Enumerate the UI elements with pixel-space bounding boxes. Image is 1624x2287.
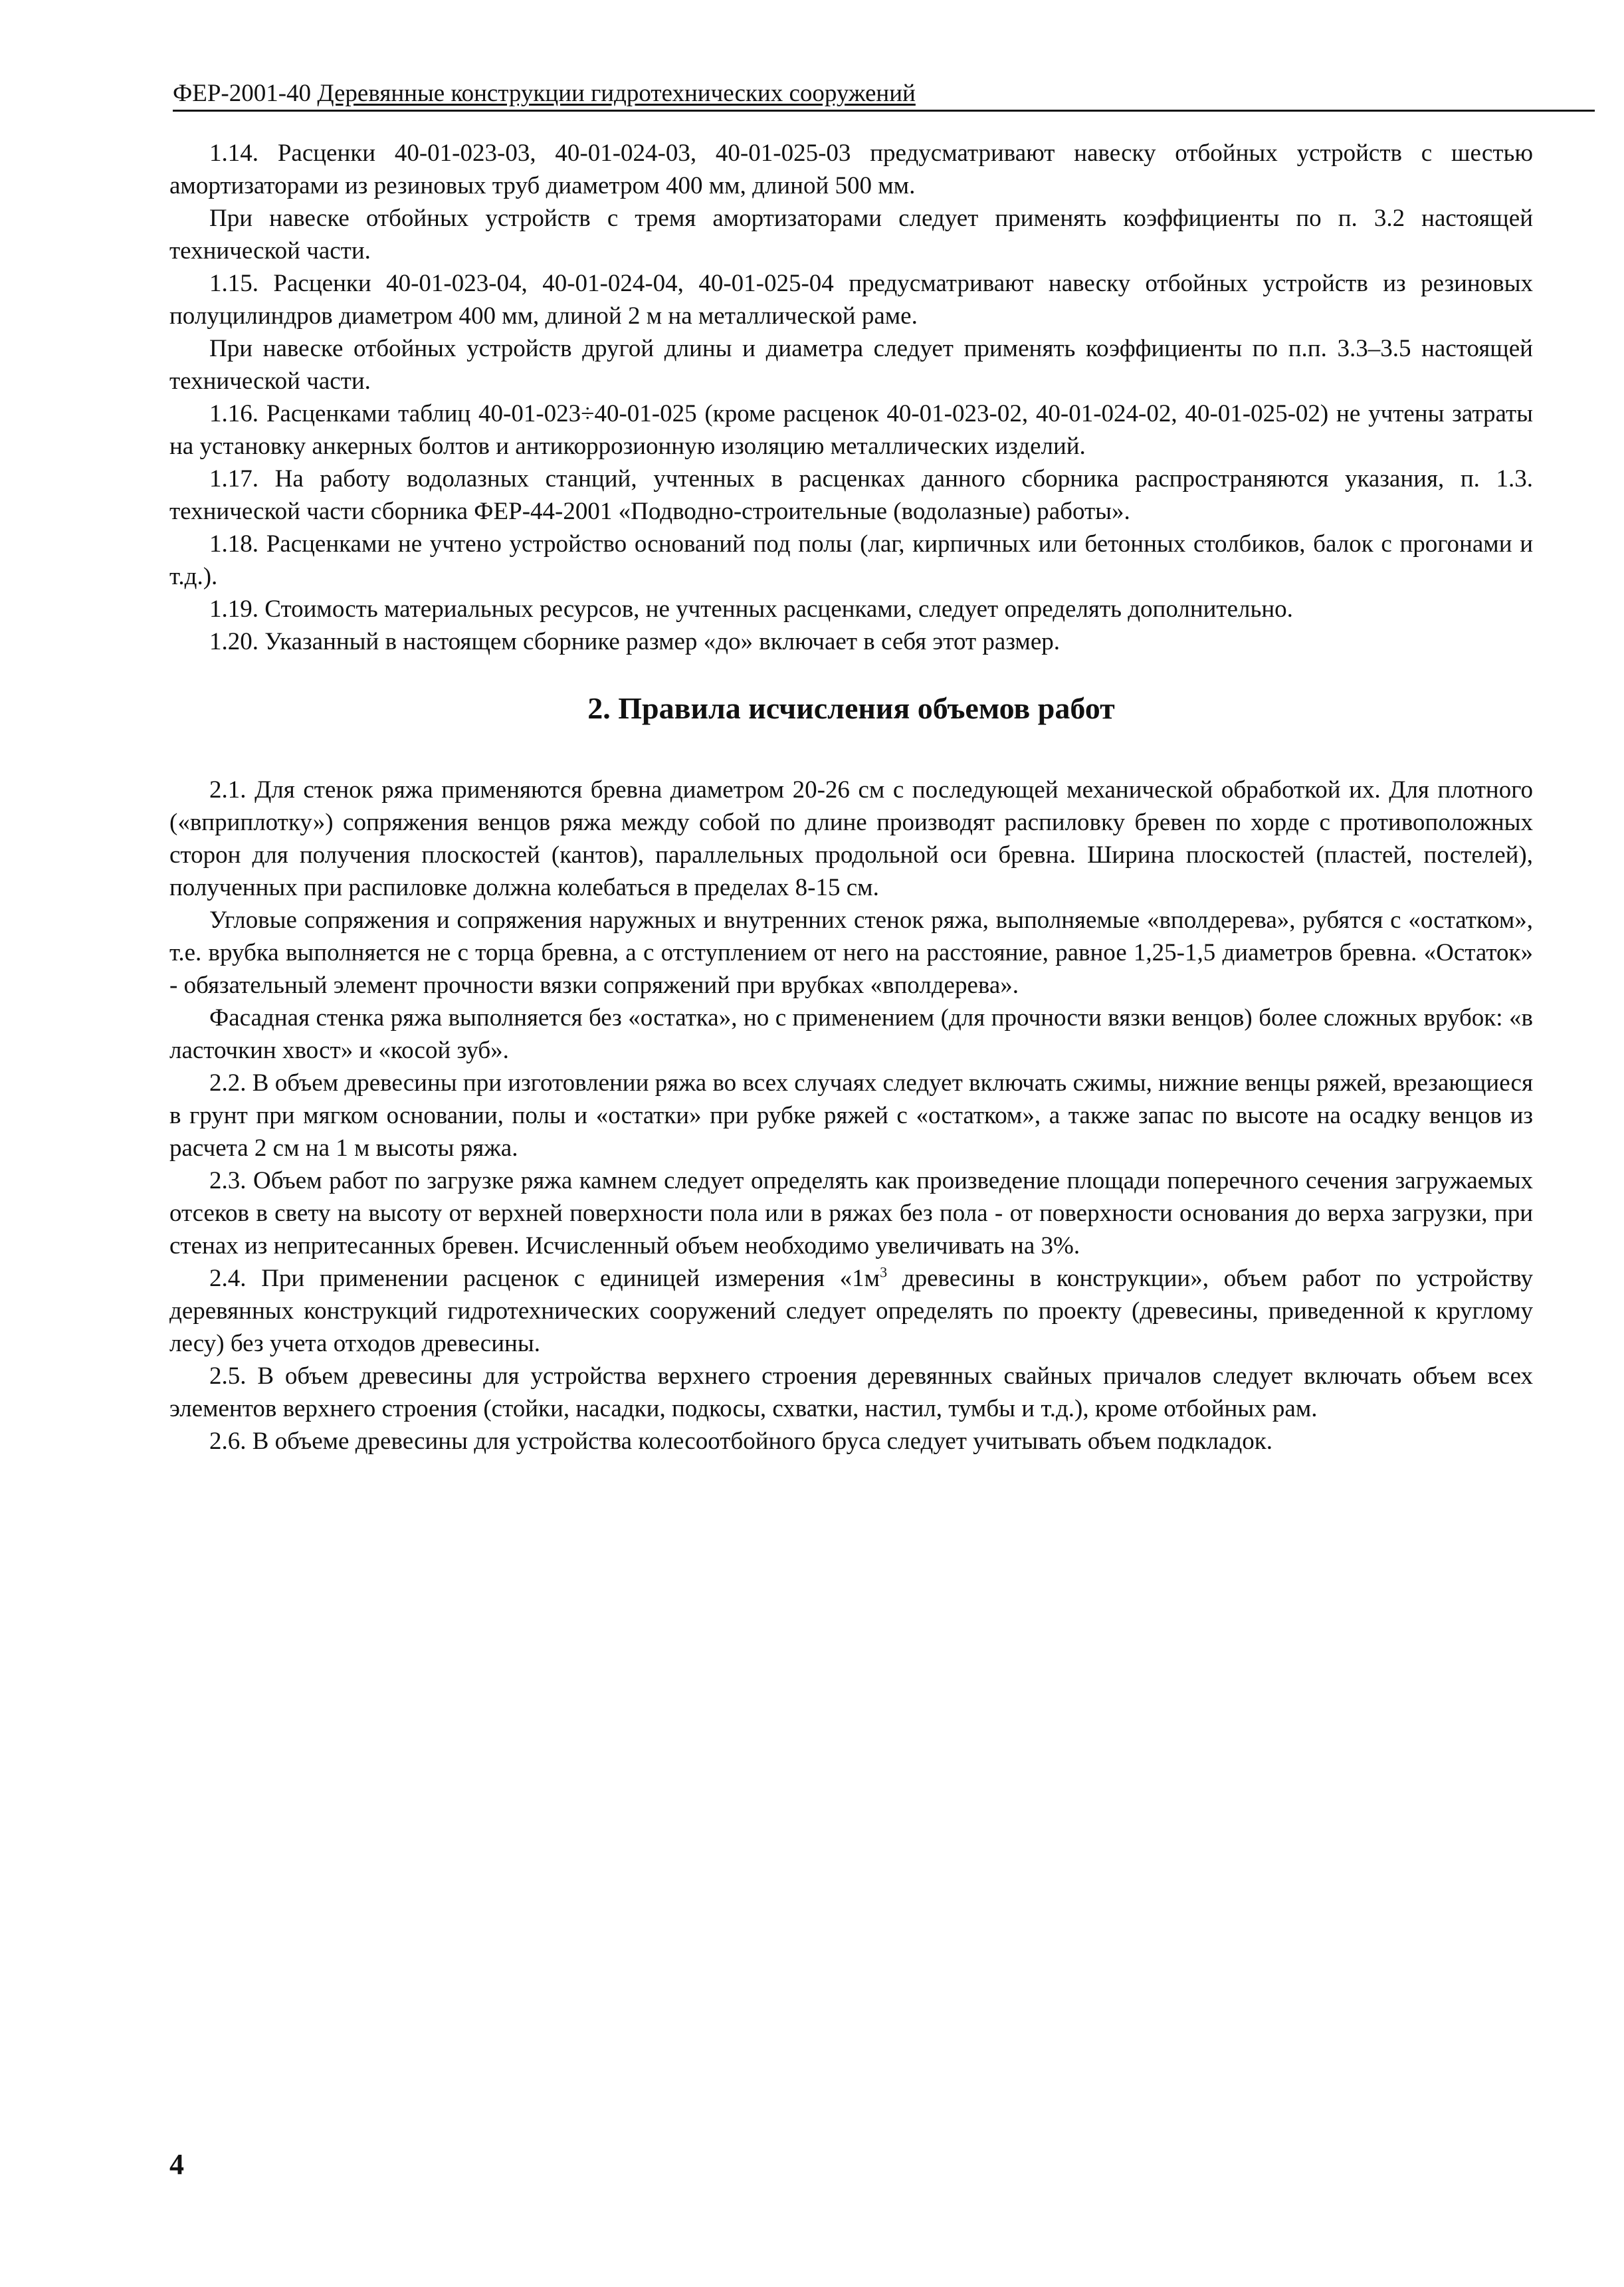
- paragraph-1-20: 1.20. Указанный в настоящем сборнике размер «до» включает в себя этот размер.: [209, 628, 1061, 655]
- running-header: [173, 78, 916, 109]
- paragraph-2-4: [169, 1262, 1533, 1360]
- header-rule: [173, 110, 1595, 112]
- paragraph-1-14: 1.14. Расценки 40-01-023-03, 40-01-024-03, 40-01-025-03 предусматривают навеску отбойных устройств с шестью амортизаторами из резиновых труб диаметром 400 мм, длиной 500 мм.: [169, 140, 1533, 199]
- section-2-body: [169, 774, 1533, 1458]
- page-body: [169, 137, 1533, 1458]
- paragraph-1-14-note: При навеске отбойных устройств с тремя амортизаторами следует применять коэффициенты по п. 3.2 настоящей технической части.: [169, 205, 1533, 265]
- paragraph-1-18: 1.18. Расценками не учтено устройство оснований под полы (лаг, кирпичных или бетонных столбиков, балок с прогонами и т.д.).: [169, 530, 1533, 590]
- paragraph-2-4-rest: древесины в конструкции», объем работ по устройству деревянных конструкций гидротехнических сооружений следует определять по проекту (древесины, приведенной к круглому лесу) без учета отходов древесины.: [169, 1265, 1533, 1357]
- cubic-superscript: 3: [880, 1263, 888, 1281]
- section-1-continuation: [169, 137, 1533, 658]
- paragraph-1-19: 1.19. Стоимость материальных ресурсов, не учтенных расценками, следует определять дополнительно.: [209, 596, 1293, 623]
- paragraph-2-1: 2.1. Для стенок ряжа применяются бревна диаметром 20-26 см с последующей механической обработкой их. Для плотного («вприплотку») сопряжения венцов ряжа между собой по длине производят распиловку бревен по хорде с противоположных сторон для получения плоскостей (кантов), параллельных продольной оси бревна. Ширина плоскостей (пластей, постелей), полученных при распиловке должна колебаться в пределах 8-15 см.: [169, 776, 1533, 901]
- paragraph-2-6: 2.6. В объеме древесины для устройства колесоотбойного бруса следует учитывать объем подкладок.: [209, 1428, 1272, 1455]
- paragraph-1-15: 1.15. Расценки 40-01-023-04, 40-01-024-04, 40-01-025-04 предусматривают навеску отбойных устройств из резиновых полуцилиндров диаметром 400 мм, длиной 2 м на металлической раме.: [169, 270, 1533, 330]
- paragraph-2-1-facade: Фасадная стенка ряжа выполняется без «остатка», но с применением (для прочности вязки венцов) более сложных врубок: «в ласточкин хвост» и «косой зуб».: [169, 1004, 1533, 1064]
- paragraph-2-4-start: 2.4. При применении расценок с единицей измерения «1м: [209, 1265, 880, 1292]
- paragraph-2-5: 2.5. В объем древесины для устройства верхнего строения деревянных свайных причалов следует включать объем всех элементов верхнего строения (стойки, насадки, подкосы, схватки, настил, тумбы и т.д.), кроме отбойных рам.: [169, 1362, 1533, 1422]
- header-title: Деревянные конструкции гидротехнических сооружений: [317, 80, 916, 107]
- paragraph-1-15-note: При навеске отбойных устройств другой длины и диаметра следует применять коэффициенты по п.п. 3.3–3.5 настоящей технической части.: [169, 335, 1533, 395]
- paragraph-2-3: 2.3. Объем работ по загрузке ряжа камнем следует определять как произведение площади поперечного сечения загружаемых отсеков в свету на высоту от верхней поверхности пола или в ряжах без пола - от поверхности основания до верха загрузки, при стенах из непритесанных бревен. Исчисленный объем необходимо увеличивать на 3%.: [169, 1167, 1533, 1259]
- paragraph-1-16: 1.16. Расценками таблиц 40-01-023÷40-01-025 (кроме расценок 40-01-023-02, 40-01-024-02, 40-01-025-02) не учтены затраты на установку анкерных болтов и антикоррозионную изоляцию металлических изделий.: [169, 400, 1533, 460]
- paragraph-2-1-corners: Угловые сопряжения и сопряжения наружных и внутренних стенок ряжа, выполняемые «вполдерева», рубятся с «остатком», т.е. врубка выполняется не с торца бревна, а с отступлением от него на расстояние, равное 1,25-1,5 диаметров бревна. «Остаток» - обязательный элемент прочности вязки сопряжений при врубках «вполдерева».: [169, 907, 1533, 999]
- header-code: ФЕР-2001-40: [173, 80, 318, 107]
- paragraph-2-2: 2.2. В объем древесины при изготовлении ряжа во всех случаях следует включать сжимы, нижние венцы ряжей, врезающиеся в грунт при мягком основании, полы и «остатки» при рубке ряжей с «остатком», а также запас по высоте на осадку венцов из расчета 2 см на 1 м высоты ряжа.: [169, 1069, 1533, 1162]
- page-number: 4: [169, 2148, 184, 2181]
- paragraph-1-17: 1.17. На работу водолазных станций, учтенных в расценках данного сборника распространяются указания, п. 1.3. технической части сборника ФЕР-44-2001 «Подводно-строительные (водолазные) работы».: [169, 465, 1533, 525]
- section-2-heading: 2. Правила исчисления объемов работ: [587, 691, 1115, 725]
